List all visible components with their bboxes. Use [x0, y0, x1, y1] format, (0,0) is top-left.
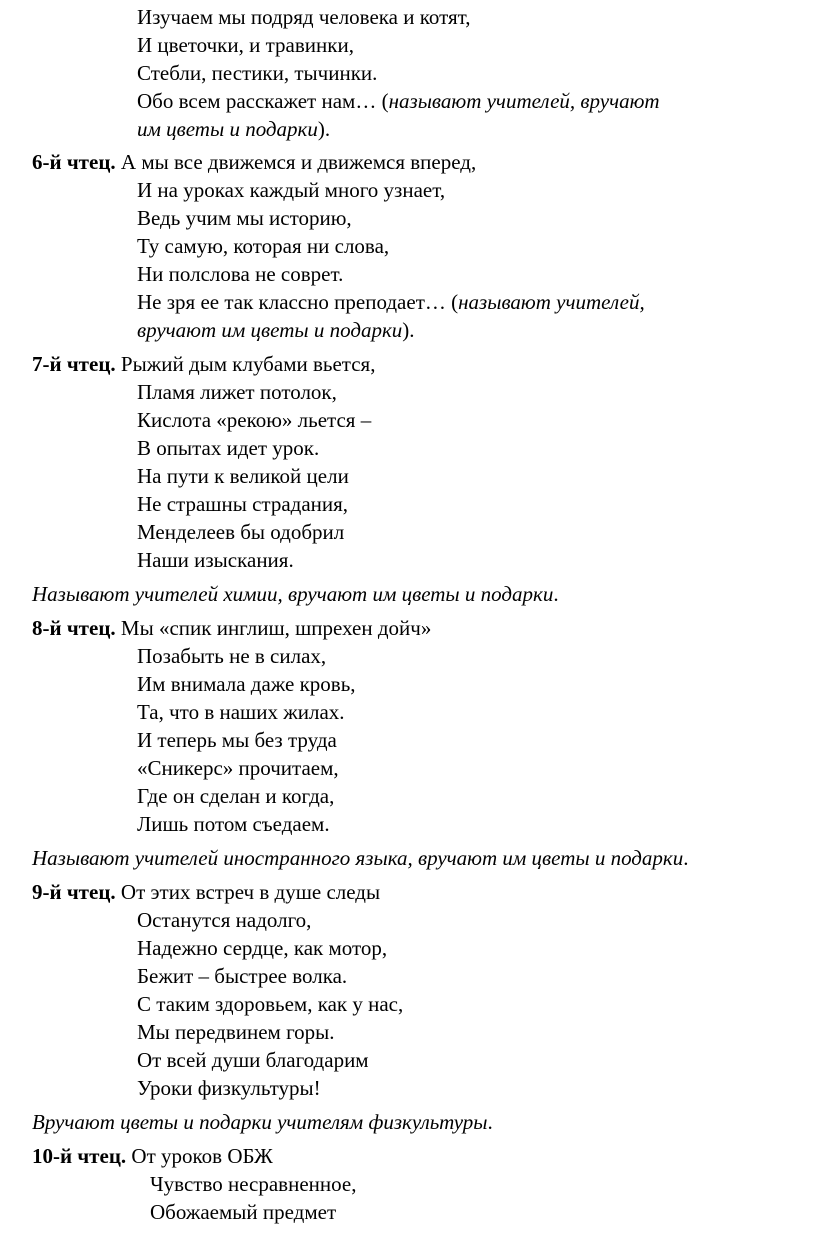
verse-line: Обожаемый предмет [150, 1200, 337, 1224]
verse-line: Менделеев бы одобрил [137, 520, 345, 544]
verse-line: Лишь потом съедаем. [137, 812, 330, 836]
verse-line: Позабыть не в силах, [137, 644, 327, 668]
reader-label: 9-й чтец. [32, 880, 116, 904]
verse-line: Обо всем расскажет нам… (называют учителей, вручают [137, 89, 660, 113]
stage-direction: называют учителей, вручают [388, 89, 660, 113]
stage-note: Называют учителей иностранного языка, вручают им цветы и подарки. [32, 846, 689, 870]
verse-line: Уроки физкультуры! [137, 1076, 321, 1100]
stage-direction: им цветы и подарки [137, 117, 318, 141]
verse-line: Ведь учим мы историю, [137, 206, 352, 230]
stage-note: Вручают цветы и подарки учителям физкультуры. [32, 1110, 493, 1134]
verse-line: Ни полслова не соврет. [137, 262, 344, 286]
reader-label: 7-й чтец. [32, 352, 116, 376]
verse-line: Не зря ее так классно преподает… (называют учителей, [137, 290, 645, 314]
verse-line: И цветочки, и травинки, [137, 33, 354, 57]
reader-line: 9-й чтец. От этих встреч в душе следы [32, 880, 381, 904]
verse-line: Бежит – быстрее волка. [137, 964, 348, 988]
stage-direction: называют учителей, [458, 290, 645, 314]
verse-line: Изучаем мы подряд человека и котят, [137, 5, 471, 29]
reader-label: 6-й чтец. [32, 150, 116, 174]
reader-line: 7-й чтец. Рыжий дым клубами вьется, [32, 352, 376, 376]
verse-line: В опытах идет урок. [137, 436, 320, 460]
stage-note: Называют учителей химии, вручают им цветы и подарки. [32, 582, 559, 606]
verse-line: Стебли, пестики, тычинки. [137, 61, 378, 85]
verse-line: Не страшны страдания, [137, 492, 349, 516]
verse-line: им цветы и подарки). [137, 117, 331, 141]
verse-line: От всей души благодарим [137, 1048, 369, 1072]
verse-line: Где он сделан и когда, [137, 784, 335, 808]
reader-label: 10-й чтец. [32, 1144, 127, 1168]
verse-line: Мы передвинем горы. [137, 1020, 335, 1044]
verse-line: И на уроках каждый много узнает, [137, 178, 446, 202]
verse-line: Та, что в наших жилах. [137, 700, 345, 724]
verse-line: Надежно сердце, как мотор, [137, 936, 388, 960]
verse-line: Кислота «рекою» льется – [137, 408, 372, 432]
reader-label: 8-й чтец. [32, 616, 116, 640]
verse-line: Наши изыскания. [137, 548, 294, 572]
verse-line: Ту самую, которая ни слова, [137, 234, 390, 258]
verse-line: С таким здоровьем, как у нас, [137, 992, 404, 1016]
stage-direction: вручают им цветы и подарки [137, 318, 403, 342]
verse-line: Им внимала даже кровь, [137, 672, 356, 696]
verse-line: «Сникерс» прочитаем, [137, 756, 339, 780]
reader-line: 6-й чтец. А мы все движемся и движемся вперед, [32, 150, 477, 174]
verse-line: И теперь мы без труда [137, 728, 337, 752]
verse-line: вручают им цветы и подарки). [137, 318, 415, 342]
verse-line: Чувство несравненное, [150, 1172, 357, 1196]
reader-line: 8-й чтец. Мы «спик инглиш, шпрехен дойч» [32, 616, 432, 640]
verse-line: Останутся надолго, [137, 908, 312, 932]
verse-line: На пути к великой цели [137, 464, 349, 488]
reader-line: 10-й чтец. От уроков ОБЖ [32, 1144, 273, 1168]
verse-line: Пламя лижет потолок, [137, 380, 337, 404]
